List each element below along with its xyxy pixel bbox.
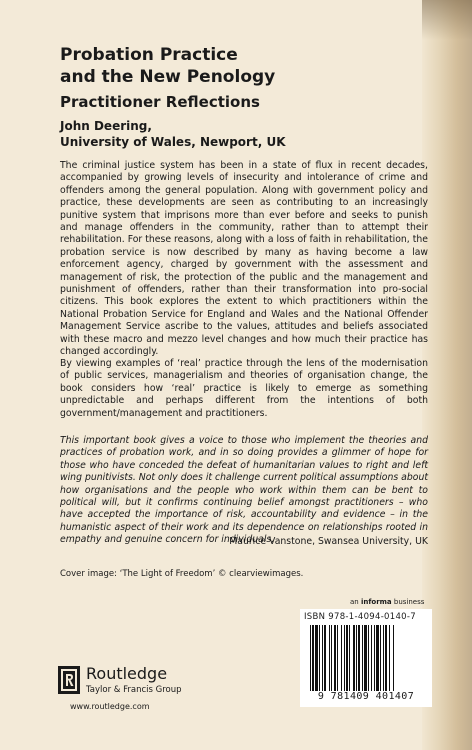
barcode-bar xyxy=(322,625,323,691)
informa-brand: informa xyxy=(360,598,392,606)
barcode-bar xyxy=(349,625,350,691)
barcode-panel xyxy=(300,609,432,707)
barcode-bar xyxy=(358,625,360,691)
barcode-bars xyxy=(310,625,426,691)
barcode-bar xyxy=(362,625,363,691)
barcode-bar xyxy=(383,625,384,691)
barcode-bar xyxy=(344,625,345,691)
informa-prefix: an xyxy=(350,598,361,606)
barcode-bar xyxy=(389,625,390,691)
cover-image-strip-top xyxy=(422,0,472,40)
title-line-1: Probation Practice xyxy=(60,45,238,65)
barcode-bar xyxy=(329,625,330,691)
top-band xyxy=(0,0,472,36)
barcode-bar xyxy=(312,625,314,691)
barcode-bar xyxy=(324,625,326,691)
informa-business-line xyxy=(350,598,424,606)
barcode-bar xyxy=(368,625,369,691)
barcode-bar xyxy=(334,625,336,691)
barcode-digits: 9 781409 401407 xyxy=(317,691,415,702)
title-line-2: and the New Penology xyxy=(60,67,276,87)
blurb-paragraph-2: By viewing examples of ‘real’ practice through the lens of the modernisation of public services, managerialism and theories of organisation change, the book considers how ‘real’ practice is likely to emerge as something unpredictable and perhaps different from the intentions of both government/management and practitioners. xyxy=(60,358,428,419)
author-name: John Deering, xyxy=(60,119,152,133)
barcode-bar xyxy=(371,625,372,691)
barcode-bar xyxy=(341,625,342,691)
informa-suffix: business xyxy=(391,598,425,606)
endorsement-attribution: Maurice Vanstone, Swansea University, UK xyxy=(229,536,428,547)
barcode-bar xyxy=(393,625,394,691)
barcode-bar xyxy=(331,625,332,691)
barcode-bar xyxy=(310,625,311,691)
barcode-bar xyxy=(364,625,367,691)
barcode-bar xyxy=(353,625,355,691)
barcode-bar xyxy=(337,625,338,691)
cover-image-credit: Cover image: ‘The Light of Freedom’ © clearviewimages. xyxy=(60,569,304,579)
isbn-label: ISBN 978-1-4094-0140-7 xyxy=(304,612,416,622)
author-affiliation: University of Wales, Newport, UK xyxy=(60,135,286,149)
barcode-bar xyxy=(319,625,320,691)
barcode-bar xyxy=(380,625,381,691)
publisher-url: www.routledge.com xyxy=(70,702,150,711)
routledge-logo-icon xyxy=(58,666,80,694)
book-subtitle: Practitioner Reflections xyxy=(60,93,260,111)
endorsement-quote: This important book gives a voice to those who implement the theories and practices of probation work, and in so doing provides a glimmer of hope for those who have conceded the defeat of humanitarian values to right and left wing punitivists. Not only does it challenge current political assumptions about how organisations and the people who work within them can be bent to political will, but it confirms continuing belief amongst practitioners – who have accepted the importance of risk, accountability and evidence – in the humanistic aspect of their work and its dependence on relationships rooted in empathy and genuine concern for individuals. xyxy=(60,435,428,546)
barcode-bar xyxy=(346,625,348,691)
barcode-bar xyxy=(385,625,387,691)
publisher-group: Taylor & Francis Group xyxy=(86,685,182,695)
publisher-name: Routledge xyxy=(86,664,168,683)
barcode-bar xyxy=(356,625,357,691)
blurb-paragraph-1: The criminal justice system has been in a state of flux in recent decades, accompanied by growing levels of insecurity and intolerance of crime and offenders among the general population. Along with government policy and practice, these developments are seen as contributing to an increasingly punitive system that imprisons more than ever before and seeks to punish and manage offenders in the community, rather than to attempt their rehabilitation. For these reasons, along with a loss of faith in rehabilitation, the probation service is now described by many as having become a law enforcement agency, charged by government with the assessment and management of risk, the protection of the public and the management and punishment of offenders, rather than their transformation into pro-social citizens. This book explores the extent to which practitioners within the National Probation Service for England and Wales and the National Offender Management Service ascribe to the values, attitudes and beliefs associated with these macro and mezzo level changes and how much their practice has changed accordingly. xyxy=(60,160,428,358)
author-block xyxy=(60,118,440,150)
barcode-bar xyxy=(315,625,318,691)
barcode-bar xyxy=(376,625,379,691)
barcode-bar xyxy=(374,625,375,691)
book-title xyxy=(60,44,440,88)
